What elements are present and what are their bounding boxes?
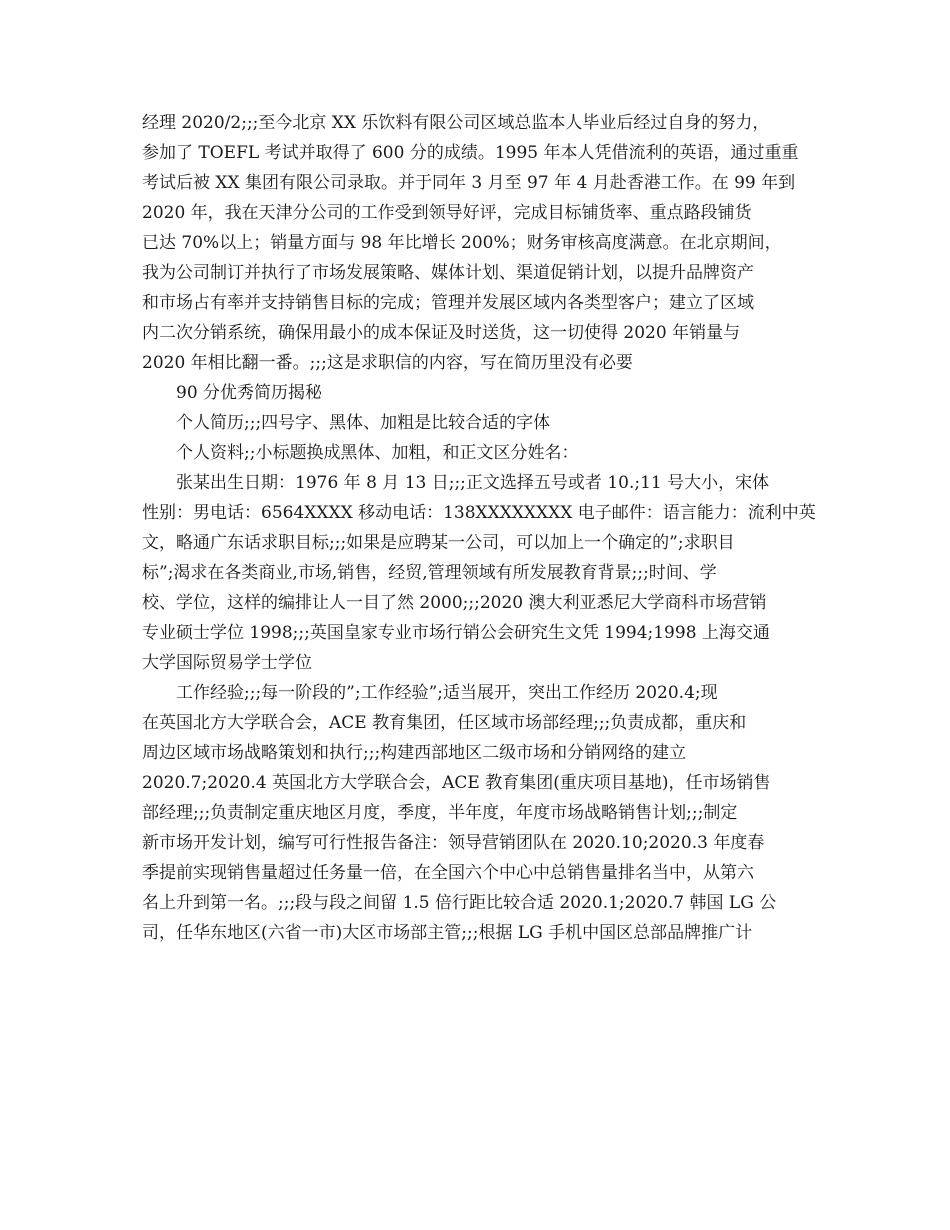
text-line: 标”;渴求在各类商业,市场,销售，经贸,管理领域有所发展教育背景;;;时间、学 [142, 563, 717, 583]
text-line: 我为公司制订并执行了市场发展策略、媒体计划、渠道促销计划，以提升品牌资产 [142, 263, 754, 283]
text-line: 参加了 TOEFL 考试并取得了 600 分的成绩。1995 年本人凭借流利的英语，通过重重 [142, 143, 799, 163]
text-line: 季提前实现销售量超过任务量一倍，在全国六个中心中总销售量排名当中，从第六 [142, 863, 754, 883]
text-line: 和市场占有率并支持销售目标的完成；管理并发展区域内各类型客户；建立了区域 [142, 293, 754, 313]
text-line: 专业硕士学位 1998;;;英国皇家专业市场行销公会研究生文凭 1994;1998 上海交通 [142, 623, 770, 643]
text-line: 2020.7;2020.4 英国北方大学联合会，ACE 教育集团(重庆项目基地)，任市场销售 [142, 773, 771, 793]
section-heading: 90 分优秀简历揭秘 [176, 383, 323, 403]
section-heading: 个人简历;;;四号字、黑体、加粗是比较合适的字体 [176, 413, 551, 433]
text-line: 张某出生日期：1976 年 8 月 13 日;;;正文选择五号或者 10.;11 号大小，宋体 [176, 473, 770, 493]
text-line: 大学国际贸易学士学位 [142, 653, 312, 673]
text-line: 新市场开发计划，编写可行性报告备注：领导营销团队在 2020.10;2020.3 年度春 [142, 833, 765, 853]
text-line: 工作经验;;;每一阶段的”;工作经验”;适当展开，突出工作经历 2020.4;现 [176, 683, 718, 703]
text-line: 部经理;;;负责制定重庆地区月度，季度，半年度，年度市场战略销售计划;;;制定 [142, 803, 738, 823]
text-line: 内二次分销系统，确保用最小的成本保证及时送货，这一切使得 2020 年销量与 [142, 323, 741, 343]
text-line: 司，任华东地区(六省一市)大区市场部主管;;;根据 LG 手机中国区总部品牌推广计 [142, 923, 753, 943]
text-line: 经理 2020/2;;;至今北京 XX 乐饮料有限公司区域总监本人毕业后经过自身的努力， [142, 113, 770, 133]
text-line: 文，略通广东话求职目标;;;如果是应聘某一公司，可以加上一个确定的”;求职目 [142, 533, 735, 553]
text-line: 名上升到第一名。;;;段与段之间留 1.5 倍行距比较合适 2020.1;2020.7 韩国 LG 公 [142, 893, 777, 913]
text-line: 在英国北方大学联合会，ACE 教育集团，任区域市场部经理;;;负责成都，重庆和 [142, 713, 747, 733]
text-line: 性别：男电话：6564XXXX 移动电话：138XXXXXXXX 电子邮件：语言能力：流利中英 [142, 503, 816, 523]
section-heading: 个人资料;;小标题换成黑体、加粗，和正文区分姓名： [176, 443, 579, 463]
text-line: 2020 年相比翻一番。;;;这是求职信的内容，写在简历里没有必要 [142, 353, 633, 373]
document-body [142, 108, 816, 948]
text-line: 校、学位，这样的编排让人一目了然 2000;;;2020 澳大利亚悉尼大学商科市场营销 [142, 593, 767, 613]
text-line: 考试后被 XX 集团有限公司录取。并于同年 3 月至 97 年 4 月赴香港工作。在 99 年到 [142, 173, 796, 193]
text-line: 周边区域市场战略策划和执行;;;构建西部地区二级市场和分销网络的建立 [142, 743, 687, 763]
text-line: 已达 70%以上；销量方面与 98 年比增长 200%；财务审核高度满意。在北京期间， [142, 233, 782, 253]
text-line: 2020 年，我在天津分公司的工作受到领导好评，完成目标铺货率、重点路段铺货 [142, 203, 752, 223]
